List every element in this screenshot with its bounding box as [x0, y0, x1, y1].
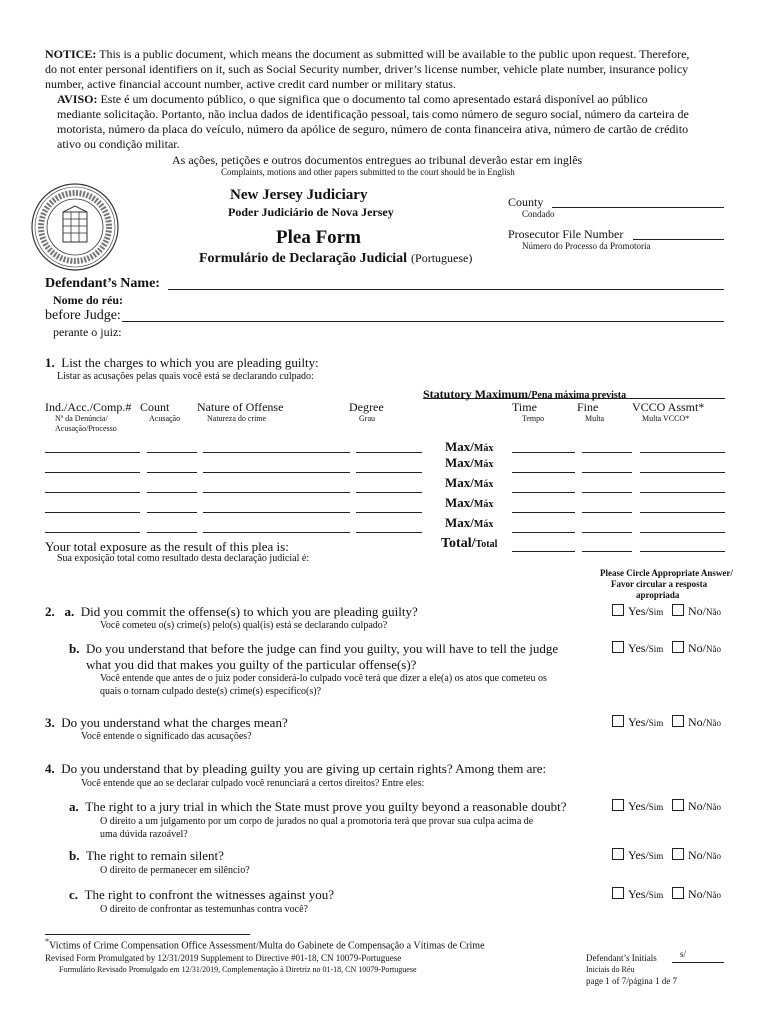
q2b-no-label: No/Não: [688, 641, 721, 655]
col-nature: Nature of Offense: [197, 400, 284, 414]
q2a-text: 2. a. Did you commit the offense(s) to which you are pleading guilty?: [45, 604, 418, 619]
statutory-maximum-rule: [423, 398, 725, 399]
q2a-text-pt: Você cometeu o(s) crime(s) pelo(s) qual(is) está se declarando culpado?: [100, 620, 388, 631]
q4c-yes-label: Yes/Sim: [628, 887, 664, 901]
total-vcco-field[interactable]: [640, 551, 725, 552]
q1-text: 1. List the charges to which you are pleading guilty:: [45, 355, 319, 370]
max-row-5-time[interactable]: [512, 532, 575, 533]
charge-row-4-nature[interactable]: [203, 512, 350, 513]
max-row-5-fine[interactable]: [582, 532, 632, 533]
max-row-3-vcco[interactable]: [640, 492, 725, 493]
aviso-line-1: AVISO: Este é um documento público, o que significa que o documento tal como apresentado estará disponível ao público: [57, 92, 648, 106]
charge-row-5-count[interactable]: [147, 532, 197, 533]
page-number: page 1 of 7/página 1 de 7: [586, 976, 677, 986]
max-row-3-time[interactable]: [512, 492, 575, 493]
judge-field[interactable]: [122, 321, 724, 322]
language-note-pt: As ações, petições e outros documentos entregues ao tribunal deverão estar em inglês: [172, 153, 583, 167]
max-row-4-fine[interactable]: [582, 512, 632, 513]
charge-row-1-ind[interactable]: [45, 452, 140, 453]
q2b-yes-label: Yes/Sim: [628, 641, 664, 655]
q2a-yes-checkbox[interactable]: [612, 604, 624, 616]
max-row-2-time[interactable]: [512, 472, 575, 473]
q3-no-label: No/Não: [688, 715, 721, 729]
charge-row-2-degree[interactable]: [356, 472, 422, 473]
circle-note-3: apropriada: [636, 590, 680, 600]
charge-row-3-count[interactable]: [147, 492, 197, 493]
prosecutor-label-pt: Número do Processo da Promotoria: [522, 241, 651, 251]
defendant-name-label: Defendant’s Name:: [45, 276, 160, 291]
footnote-vcco: *Victims of Crime Compensation Office Assessment/Multa do Gabinete de Compensação a Vítimas de Crime: [45, 937, 485, 952]
exposure-text: Your total exposure as the result of this plea is:: [45, 539, 289, 554]
aviso-line-3: motorista, número da placa do veículo, número da apólice de seguro, número de conta financeira ativa, número de cartão de crédito: [57, 122, 689, 136]
charge-row-4-ind[interactable]: [45, 512, 140, 513]
max-label-4: Max/Máx: [445, 495, 494, 510]
q4c-text-pt: O direito de confrontar as testemunhas contra você?: [100, 904, 308, 915]
col-fine-pt: Multa: [585, 414, 605, 423]
initials-value: s/: [680, 949, 687, 959]
judiciary-title-pt: Poder Judiciário de Nova Jersey: [228, 205, 394, 219]
charge-row-5-nature[interactable]: [203, 532, 350, 533]
col-ind-pt-1: Nº da Denúncia/: [55, 414, 108, 423]
q4a-text: a. The right to a jury trial in which the State must prove you guilty beyond a reasonable doubt?: [69, 799, 567, 814]
q3-yes-checkbox[interactable]: [612, 715, 624, 727]
max-row-5-vcco[interactable]: [640, 532, 725, 533]
q1-text-pt: Listar as acusações pelas quais você está se declarando culpado:: [57, 371, 314, 382]
charge-row-5-ind[interactable]: [45, 532, 140, 533]
q4c-yes-checkbox[interactable]: [612, 887, 624, 899]
court-seal-icon: [30, 182, 120, 272]
q2b-yes-checkbox[interactable]: [612, 641, 624, 653]
aviso-line-4: ativo ou condição militar.: [57, 137, 180, 151]
max-label-1: Max/Máx: [445, 439, 494, 454]
judge-label: before Judge:: [45, 308, 121, 323]
charge-row-2-ind[interactable]: [45, 472, 140, 473]
judge-label-pt: perante o juiz:: [53, 325, 122, 339]
county-label-pt: Condado: [522, 209, 555, 219]
col-time: Time: [512, 400, 537, 414]
q2b-text-2: what you did that makes you guilty of the particular offense(s)?: [86, 657, 417, 672]
max-row-4-time[interactable]: [512, 512, 575, 513]
q4a-yes-checkbox[interactable]: [612, 799, 624, 811]
charge-row-4-degree[interactable]: [356, 512, 422, 513]
charge-row-1-nature[interactable]: [203, 452, 350, 453]
footnote-rule: [45, 934, 250, 935]
charge-row-2-nature[interactable]: [203, 472, 350, 473]
q4b-no-label: No/Não: [688, 848, 721, 862]
max-row-1-fine[interactable]: [582, 452, 632, 453]
county-label: County: [508, 195, 544, 209]
notice-line-2: do not enter personal identifiers on it, such as Social Security number, driver’s license number, vehicle plate number, insurance policy: [45, 62, 689, 76]
language-note-en: Complaints, motions and other papers submitted to the court should be in English: [221, 167, 515, 177]
q3-no-checkbox[interactable]: [672, 715, 684, 727]
total-label: Total/Total: [441, 536, 498, 551]
max-row-2-vcco[interactable]: [640, 472, 725, 473]
statutory-maximum-header: Statutory Maximum/Pena máxima prevista: [423, 387, 627, 401]
county-field[interactable]: [552, 207, 724, 208]
q3-text: 3. Do you understand what the charges mean?: [45, 715, 288, 730]
col-nature-pt: Natureza do crime: [207, 414, 267, 423]
circle-note-2: Favor circular a resposta: [611, 579, 708, 589]
max-label-3: Max/Máx: [445, 475, 494, 490]
max-label-5: Max/Máx: [445, 515, 494, 530]
total-time-field[interactable]: [512, 551, 575, 552]
charge-row-5-degree[interactable]: [356, 532, 422, 533]
q3-yes-label: Yes/Sim: [628, 715, 664, 729]
q4c-no-label: No/Não: [688, 887, 721, 901]
col-vcco-pt: Multa VCCO*: [642, 414, 690, 423]
charge-row-2-count[interactable]: [147, 472, 197, 473]
q2b-text-pt-1: Você entende que antes de o juiz poder considerá-lo culpado você terá que dizer a ele(a) os atos que cometeu os: [100, 673, 547, 684]
charge-row-1-degree[interactable]: [356, 452, 422, 453]
q2a-yes-label: Yes/Sim: [628, 604, 664, 618]
defendant-name-field[interactable]: [168, 289, 724, 290]
initials-label: Defendant’s Initials: [586, 953, 657, 963]
q4a-text-pt-1: O direito a um julgamento por um corpo de jurados no qual a promotoria terá que provar sua culpa acima de: [100, 816, 534, 827]
col-count: Count: [140, 400, 170, 414]
q2b-text-pt-2: quais o tornam culpado deste(s) crime(s) específico(s)?: [100, 686, 322, 697]
q4a-yes-label: Yes/Sim: [628, 799, 664, 813]
col-ind: Ind./Acc./Comp.#: [45, 400, 132, 414]
notice-line-1: NOTICE: This is a public document, which means the document as submitted will be available to the public upon request. Therefore,: [45, 47, 690, 61]
exposure-text-pt: Sua exposição total como resultado desta declaração judicial é:: [57, 553, 310, 564]
q4a-no-label: No/Não: [688, 799, 721, 813]
revised-note: Revised Form Promulgated by 12/31/2019 Supplement to Directive #01-18, CN 10079-Portuguese: [45, 953, 402, 963]
q4b-text-pt: O direito de permanecer em silêncio?: [100, 865, 250, 876]
charge-row-3-degree[interactable]: [356, 492, 422, 493]
judiciary-title: New Jersey Judiciary: [230, 187, 368, 203]
max-row-4-vcco[interactable]: [640, 512, 725, 513]
col-time-pt: Tempo: [522, 414, 545, 423]
charge-row-3-ind[interactable]: [45, 492, 140, 493]
total-fine-field[interactable]: [582, 551, 632, 552]
revised-note-pt: Formulário Revisado Promulgado em 12/31/2019, Complementação à Diretriz no 01-18, CN 10079-Portuguese: [59, 965, 417, 974]
q4a-no-checkbox[interactable]: [672, 799, 684, 811]
q2a-no-label: No/Não: [688, 604, 721, 618]
q4c-no-checkbox[interactable]: [672, 887, 684, 899]
form-title: Plea Form: [276, 227, 361, 248]
max-label-2: Max/Máx: [445, 455, 494, 470]
aviso-line-2: mediante solicitação. Portanto, não inclua dados de identificação pessoal, tais como número de seguro social, número da carteira de: [57, 107, 689, 121]
q4c-text: c. The right to confront the witnesses against you?: [69, 887, 335, 902]
col-vcco: VCCO Assmt*: [632, 400, 705, 414]
circle-note-1: Please Circle Appropriate Answer/: [600, 568, 733, 578]
prosecutor-label: Prosecutor File Number: [508, 227, 624, 241]
q4b-text: b. The right to remain silent?: [69, 848, 224, 863]
q2b-no-checkbox[interactable]: [672, 641, 684, 653]
q4b-no-checkbox[interactable]: [672, 848, 684, 860]
q4b-yes-label: Yes/Sim: [628, 848, 664, 862]
q3-text-pt: Você entende o significado das acusações?: [81, 731, 252, 742]
q4-text: 4. Do you understand that by pleading guilty you are giving up certain rights? Among them are:: [45, 761, 547, 776]
charge-row-1-count[interactable]: [147, 452, 197, 453]
max-row-1-time[interactable]: [512, 452, 575, 453]
charge-row-4-count[interactable]: [147, 512, 197, 513]
max-row-3-fine[interactable]: [582, 492, 632, 493]
notice-line-3: number, active financial account number, active credit card number or military status.: [45, 77, 456, 91]
charge-row-3-nature[interactable]: [203, 492, 350, 493]
col-degree-pt: Grau: [359, 414, 375, 423]
q4b-yes-checkbox[interactable]: [612, 848, 624, 860]
col-count-pt: Acusação: [149, 414, 181, 423]
col-fine: Fine: [577, 400, 599, 414]
initials-label-pt: Iniciais do Réu: [586, 965, 635, 974]
initials-field[interactable]: [672, 962, 724, 963]
q4-text-pt: Você entende que ao se declarar culpado você renunciará a certos direitos? Entre eles:: [81, 778, 425, 789]
defendant-name-label-pt: Nome do réu:: [53, 293, 123, 307]
max-row-2-fine[interactable]: [582, 472, 632, 473]
q2b-text-1: b. Do you understand that before the judge can find you guilty, you will have to tell the judge: [69, 641, 559, 656]
col-degree: Degree: [349, 400, 384, 414]
max-row-1-vcco[interactable]: [640, 452, 725, 453]
q4a-text-pt-2: uma dúvida razoável?: [100, 829, 188, 840]
prosecutor-file-field[interactable]: [633, 239, 724, 240]
col-ind-pt-2: Acusação/Processo: [55, 424, 117, 433]
q2a-no-checkbox[interactable]: [672, 604, 684, 616]
form-title-pt: Formulário de Declaração Judicial (Portuguese): [199, 251, 473, 266]
